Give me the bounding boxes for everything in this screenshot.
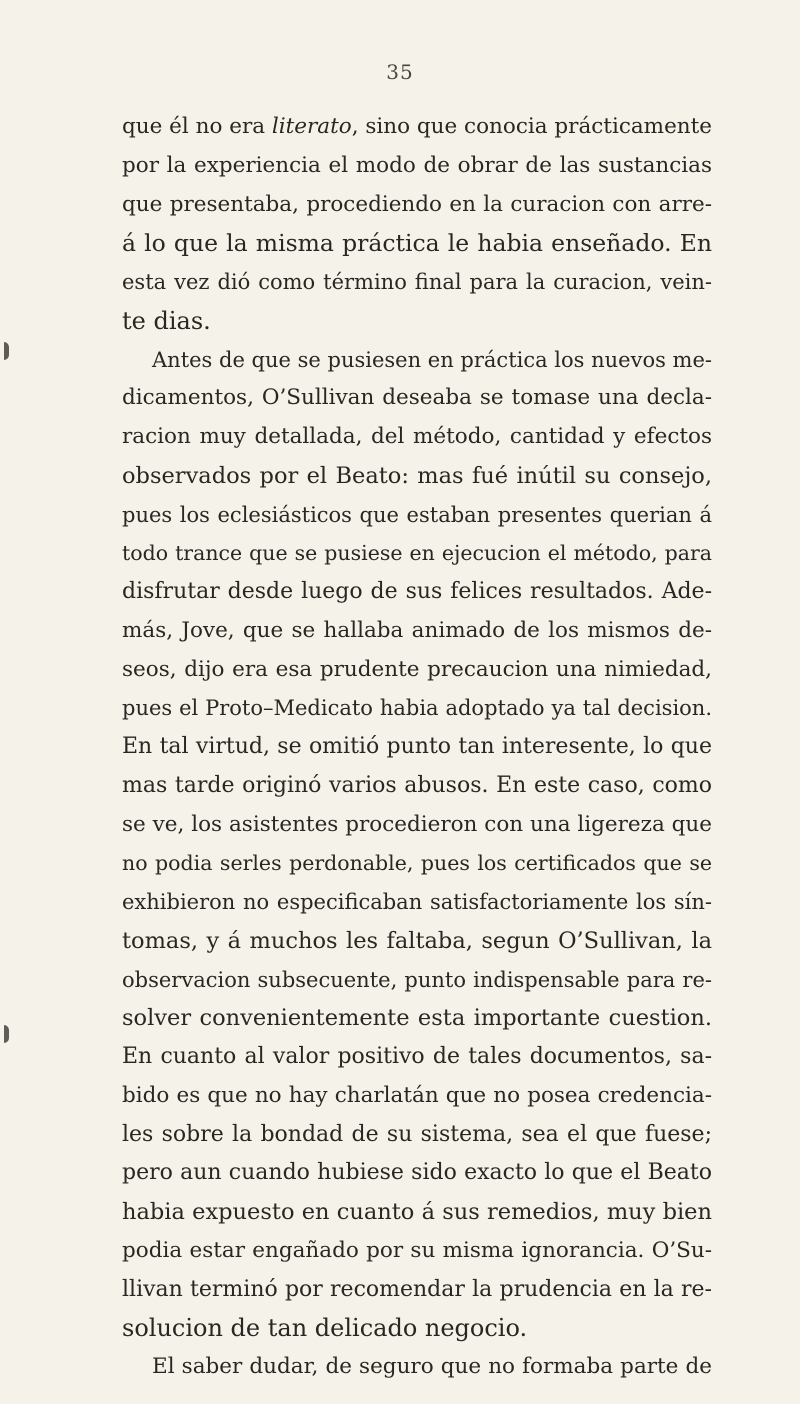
text-line: solucion de tan delicado negocio.	[122, 1314, 528, 1343]
text-line: observados por el Beato: mas fué inútil su consejo,	[122, 462, 712, 489]
text-line	[122, 108, 712, 147]
text-line: seos, dijo era esa prudente precaucion una nimiedad,	[122, 656, 712, 682]
text-line: pero aun cuando hubiese sido exacto lo que el Beato	[122, 1160, 712, 1186]
text-line: no podia serles perdonable, pues los certificados que se	[122, 851, 712, 876]
text-line: observacion subsecuente, punto indispensable para re-	[122, 967, 712, 992]
text-line: que presentaba, procediendo en la curacion con arre-	[122, 191, 712, 217]
text-line: esta vez dió como término final para la curacion, vein-	[122, 270, 712, 294]
text-line: habia expuesto en cuanto á sus remedios, muy bien	[122, 1199, 712, 1225]
body-text	[122, 108, 712, 1387]
text-line: pues el Proto–Medicato habia adoptado ya tal decision.	[122, 696, 712, 721]
page-number: 35	[386, 60, 414, 84]
text-line: pues los eclesiásticos que estaban presentes querian á	[122, 502, 712, 527]
text-line: En cuanto al valor positivo de tales documentos, sa-	[122, 1044, 712, 1069]
text-line: solver convenientemente esta importante cuestion.	[122, 1005, 712, 1032]
text-line: bido es que no hay charlatán que no posea credencia-	[122, 1082, 712, 1108]
text-line: dicamentos, O’Sullivan deseaba se tomase una decla-	[122, 385, 712, 411]
text-line: exhibieron no especificaban satisfactoriamente los sín-	[122, 890, 712, 914]
text-line: más, Jove, que se hallaba animado de los mismos de-	[122, 617, 712, 643]
text-line: En tal virtud, se omitió punto tan interesente, lo que	[122, 734, 712, 759]
text-line: á lo que la misma práctica le habia enseñado. En	[122, 229, 712, 258]
text-run: , sino que conocia prácticamente	[351, 114, 713, 139]
binding-mark	[4, 342, 9, 360]
text-line: podia estar engañado por su misma ignorancia. O’Su-	[122, 1237, 712, 1263]
text-line: por la experiencia el modo de obrar de las sustancias	[122, 152, 712, 178]
text-line: llivan terminó por recomendar la prudencia en la re-	[122, 1276, 712, 1302]
text-run: que él no era	[122, 114, 272, 139]
paragraph-start-line: El saber dudar, de seguro que no formaba parte de	[152, 1354, 712, 1379]
text-line: disfrutar desde luego de sus felices resultados. Ade-	[122, 579, 712, 604]
text-line: tomas, y á muchos les faltaba, segun O’Sullivan, la	[122, 927, 712, 954]
italic-word: literato	[271, 114, 352, 139]
text-line: te dias.	[122, 306, 211, 335]
text-line: mas tarde originó varios abusos. En este caso, como	[122, 772, 712, 798]
text-line: les sobre la bondad de su sistema, sea el que fuese;	[122, 1121, 712, 1147]
binding-mark	[4, 1025, 9, 1043]
paragraph-start-line: Antes de que se pusiesen en práctica los nuevos me-	[152, 347, 712, 372]
text-line: racion muy detallada, del método, cantidad y efectos	[122, 424, 712, 449]
text-line: todo trance que se pusiese en ejecucion el método, para	[122, 541, 712, 566]
text-line: se ve, los asistentes procedieron con una ligereza que	[122, 811, 712, 837]
